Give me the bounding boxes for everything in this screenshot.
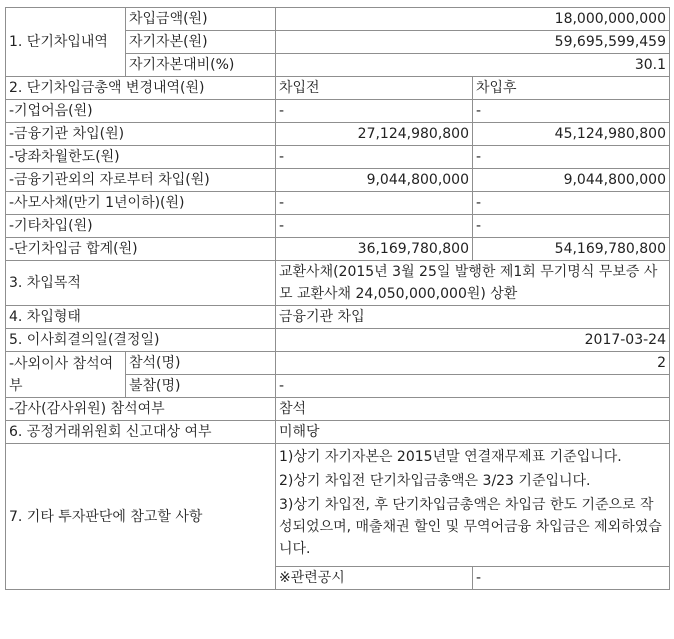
table-row xyxy=(6,444,670,567)
auditor-value: 참석 xyxy=(276,398,670,421)
present-value: 2 xyxy=(276,352,670,375)
auditor-label: -감사(감사위원) 참석여부 xyxy=(6,398,276,421)
related-disclosure-label: ※관련공시 xyxy=(276,567,473,590)
short-term-total-before: 36,169,780,800 xyxy=(276,238,473,261)
equity-label: 자기자본(원) xyxy=(126,31,276,54)
non-bank-borrow-before: 9,044,800,000 xyxy=(276,169,473,192)
borrow-type-value: 금융기관 차입 xyxy=(276,306,670,329)
table-row xyxy=(6,398,670,421)
table-row xyxy=(6,123,670,146)
overdraft-label: -당좌차월한도(원) xyxy=(6,146,276,169)
table-row xyxy=(6,421,670,444)
private-bond-label: -사모사채(만기 1년이하)(원) xyxy=(6,192,276,215)
table-row xyxy=(6,306,670,329)
other-notes-value xyxy=(276,444,670,567)
overdraft-before: - xyxy=(276,146,473,169)
note-1: 1)상기 자기자본은 2015년말 연결재무제표 기준입니다. xyxy=(279,449,622,465)
table-row xyxy=(6,215,670,238)
note-2: 2)상기 차입전 단기차입금총액은 3/23 기준입니다. xyxy=(279,473,591,489)
other-borrow-after: - xyxy=(473,215,670,238)
bank-borrow-label: -금융기관 차입(원) xyxy=(6,123,276,146)
absent-label: 불참(명) xyxy=(126,375,276,398)
table-row xyxy=(6,146,670,169)
table-row xyxy=(6,261,670,306)
non-bank-borrow-after: 9,044,800,000 xyxy=(473,169,670,192)
ftc-report-value: 미해당 xyxy=(276,421,670,444)
other-notes-label: 7. 기타 투자판단에 참고할 사항 xyxy=(6,444,276,590)
other-borrow-label: -기타차입(원) xyxy=(6,215,276,238)
table-row xyxy=(6,329,670,352)
table-row xyxy=(6,100,670,123)
private-bond-after: - xyxy=(473,192,670,215)
purpose-label: 3. 차입목적 xyxy=(6,261,276,306)
table-row xyxy=(6,352,670,375)
before-header: 차입전 xyxy=(276,77,473,100)
table-row xyxy=(6,238,670,261)
borrow-type-label: 4. 차입형태 xyxy=(6,306,276,329)
disclosure-table xyxy=(5,7,670,590)
borrow-amount-value: 18,000,000,000 xyxy=(276,8,670,31)
related-disclosure-value: - xyxy=(473,567,670,590)
overdraft-after: - xyxy=(473,146,670,169)
commercial-paper-after: - xyxy=(473,100,670,123)
table-row xyxy=(6,77,670,100)
board-date-label: 5. 이사회결의일(결정일) xyxy=(6,329,276,352)
commercial-paper-before: - xyxy=(276,100,473,123)
non-bank-borrow-label: -금융기관외의 자로부터 차입(원) xyxy=(6,169,276,192)
outside-director-label: -사외이사 참석여부 xyxy=(6,352,126,398)
other-borrow-before: - xyxy=(276,215,473,238)
bank-borrow-before: 27,124,980,800 xyxy=(276,123,473,146)
borrow-amount-label: 차입금액(원) xyxy=(126,8,276,31)
equity-ratio-label: 자기자본대비(%) xyxy=(126,54,276,77)
commercial-paper-label: -기업어음(원) xyxy=(6,100,276,123)
short-term-total-label: -단기차입금 합계(원) xyxy=(6,238,276,261)
table-row xyxy=(6,169,670,192)
equity-value: 59,695,599,459 xyxy=(276,31,670,54)
table-row xyxy=(6,192,670,215)
present-label: 참석(명) xyxy=(126,352,276,375)
board-date-value: 2017-03-24 xyxy=(276,329,670,352)
bank-borrow-after: 45,124,980,800 xyxy=(473,123,670,146)
section-2-label: 2. 단기차입금총액 변경내역(원) xyxy=(6,77,276,100)
short-term-total-after: 54,169,780,800 xyxy=(473,238,670,261)
absent-value: - xyxy=(276,375,670,398)
after-header: 차입후 xyxy=(473,77,670,100)
private-bond-before: - xyxy=(276,192,473,215)
equity-ratio-value: 30.1 xyxy=(276,54,670,77)
section-1-label: 1. 단기차입내역 xyxy=(6,8,126,77)
table-row xyxy=(6,8,670,31)
ftc-report-label: 6. 공정거래위원회 신고대상 여부 xyxy=(6,421,276,444)
note-3: 3)상기 차입전, 후 단기차입금총액은 차입금 한도 기준으로 작성되었으며, 매출채권 할인 및 무역어금융 차입금은 제외하였습니다. xyxy=(279,497,662,557)
purpose-value: 교환사채(2015년 3월 25일 발행한 제1회 무기명식 무보증 사모 교환사채 24,050,000,000원) 상환 xyxy=(276,261,670,306)
